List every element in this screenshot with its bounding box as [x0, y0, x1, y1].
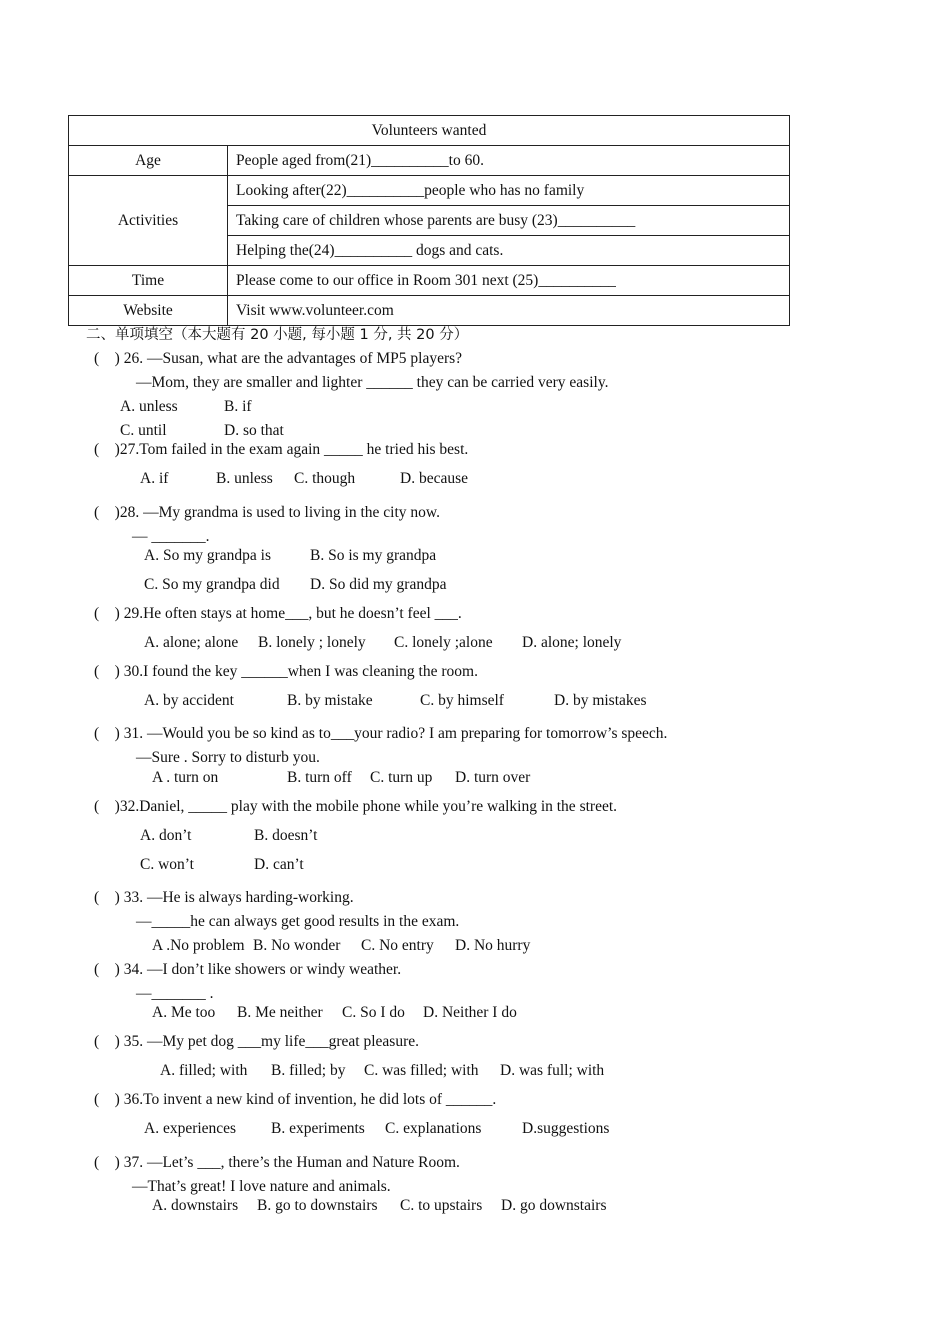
option: D. because — [400, 470, 468, 487]
option: D.suggestions — [522, 1120, 610, 1137]
option: B. go to downstairs — [257, 1197, 378, 1214]
question-reply: —Mom, they are smaller and lighter ______ they can be carried very easily. — [136, 374, 609, 391]
option: A. downstairs — [152, 1197, 239, 1214]
option: D. alone; lonely — [522, 634, 622, 651]
option: A. if — [140, 470, 169, 487]
option: D. So did my grandpa — [310, 576, 447, 593]
question-reply: —That’s great! I love nature and animals. — [132, 1178, 391, 1195]
question-stem: ( ) 29.He often stays at home___, but he doesn’t feel ___. — [94, 605, 462, 622]
option: A. So my grandpa is — [144, 547, 272, 564]
option: D. so that — [224, 422, 284, 439]
option: D. can’t — [254, 856, 304, 873]
option: B. doesn’t — [254, 827, 318, 844]
option: B. lonely ; lonely — [258, 634, 366, 651]
table-title: Volunteers wanted — [69, 116, 790, 146]
activities-label: Activities — [69, 176, 228, 266]
option: D. No hurry — [455, 937, 531, 954]
option: B. turn off — [287, 769, 352, 786]
question-stem: ( )28. —My grandma is used to living in the city now. — [94, 504, 440, 521]
option: B. experiments — [271, 1120, 365, 1137]
option: D. go downstairs — [501, 1197, 607, 1214]
time-text: Please come to our office in Room 301 next (25)__________ — [228, 266, 790, 296]
option: B. by mistake — [287, 692, 373, 709]
option: A. alone; alone — [144, 634, 239, 651]
website-label: Website — [69, 296, 228, 326]
activity-item: Helping the(24)__________ dogs and cats. — [228, 236, 790, 266]
option: C. No entry — [361, 937, 434, 954]
question-stem: ( ) 30.I found the key ______when I was cleaning the room. — [94, 663, 478, 680]
question-reply: —_______ . — [136, 985, 214, 1002]
option: C. was filled; with — [364, 1062, 479, 1079]
age-label: Age — [69, 146, 228, 176]
activity-item: Taking care of children whose parents are busy (23)__________ — [228, 206, 790, 236]
age-text: People aged from(21)__________to 60. — [228, 146, 790, 176]
option: C. turn up — [370, 769, 433, 786]
option: A. unless — [120, 398, 178, 415]
option: D. by mistakes — [554, 692, 647, 709]
option: B. filled; by — [271, 1062, 346, 1079]
question-stem: ( ) 37. —Let’s ___, there’s the Human and Nature Room. — [94, 1154, 460, 1171]
question-reply: —_____he can always get good results in the exam. — [136, 913, 460, 930]
option: C. lonely ;alone — [394, 634, 493, 651]
option: D. was full; with — [500, 1062, 605, 1079]
question-stem: ( ) 35. —My pet dog ___my life___great pleasure. — [94, 1033, 419, 1050]
option: C. to upstairs — [400, 1197, 483, 1214]
option: B. So is my grandpa — [310, 547, 437, 564]
website-text: Visit www.volunteer.com — [228, 296, 790, 326]
option: B. unless — [216, 470, 273, 487]
question-stem: ( ) 34. —I don’t like showers or windy weather. — [94, 961, 402, 978]
option: C. So my grandpa did — [144, 576, 280, 593]
option: C. until — [120, 422, 167, 439]
question-reply: —Sure . Sorry to disturb you. — [136, 749, 320, 766]
question-stem: ( )32.Daniel, _____ play with the mobile phone while you’re walking in the street. — [94, 798, 618, 815]
question-stem: ( )27.Tom failed in the exam again _____ he tried his best. — [94, 441, 469, 458]
option: A. experiences — [144, 1120, 237, 1137]
option: B. No wonder — [253, 937, 341, 954]
option: D. turn over — [455, 769, 531, 786]
option: C. though — [294, 470, 356, 487]
section-heading: 二、单项填空（本大题有 20 小题, 每小题 1 分, 共 20 分） — [86, 327, 469, 343]
option: B. Me neither — [237, 1004, 323, 1021]
option: C. explanations — [385, 1120, 482, 1137]
option: A. Me too — [152, 1004, 216, 1021]
option: A. filled; with — [160, 1062, 248, 1079]
option: C. So I do — [342, 1004, 405, 1021]
option: A . turn on — [152, 769, 219, 786]
option: D. Neither I do — [423, 1004, 517, 1021]
option: A .No problem — [152, 937, 245, 954]
question-stem: ( ) 26. —Susan, what are the advantages of MP5 players? — [94, 350, 463, 367]
option: C. won’t — [140, 856, 194, 873]
option: B. if — [224, 398, 252, 415]
question-reply: — _______. — [132, 528, 210, 545]
question-stem: ( ) 33. —He is always harding-working. — [94, 889, 354, 906]
activity-item: Looking after(22)__________people who has no family — [228, 176, 790, 206]
question-stem: ( ) 31. —Would you be so kind as to___your radio? I am preparing for tomorrow’s speech. — [94, 725, 668, 742]
question-stem: ( ) 36.To invent a new kind of invention, he did lots of ______. — [94, 1091, 497, 1108]
option: C. by himself — [420, 692, 504, 709]
option: A. don’t — [140, 827, 192, 844]
volunteers-table — [68, 115, 790, 326]
time-label: Time — [69, 266, 228, 296]
option: A. by accident — [144, 692, 234, 709]
